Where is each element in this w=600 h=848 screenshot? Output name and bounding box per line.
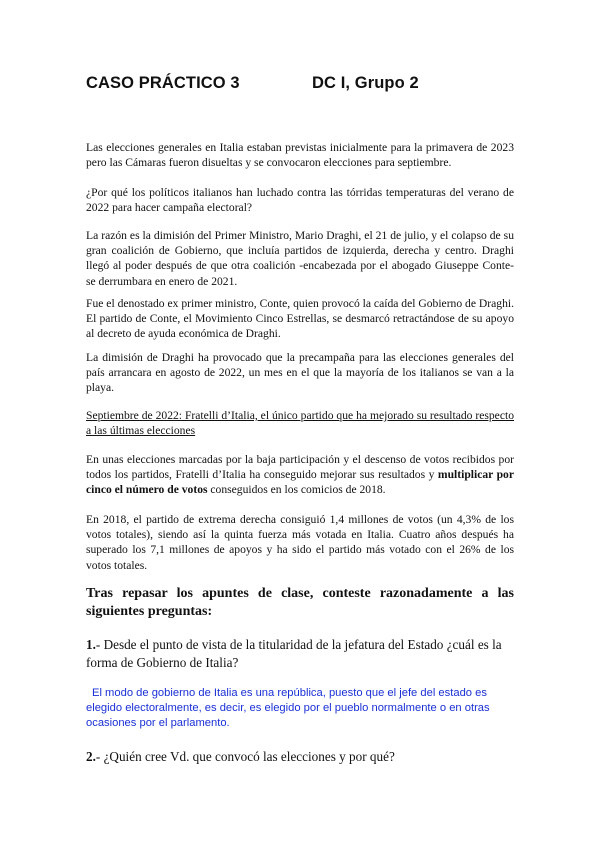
question-2-number: 2. — [86, 749, 96, 764]
paragraph-question-context: ¿Por qué los políticos italianos han luchado contra las tórridas temperaturas del verano de 2022 para hacer campaña electoral? — [86, 186, 514, 215]
section-subtitle: Septiembre de 2022: Fratelli d’Italia, el único partido que ha mejorado su resultado respecto a las últimas elecciones — [86, 409, 514, 438]
question-1-text: - Desde el punto de vista de la titularidad de la jefatura del Estado ¿cuál es la forma de Gobierno de Italia? — [86, 637, 502, 670]
case-title: CASO PRÁCTICO 3 — [86, 74, 240, 92]
question-2 — [86, 748, 516, 766]
instructions-heading: Tras repasar los apuntes de clase, conteste razonadamente a las siguientes preguntas: — [86, 586, 514, 619]
paragraph-draghi-resignation: La razón es la dimisión del Primer Ministro, Mario Draghi, el 21 de julio, y el colapso de su gran coalición de Gobierno, que incluía partidos de izquierda, derecha y centro. Draghi llegó al poder después de que otra coalición -encabezada por el abogado Giuseppe Conte- se derrumbara en enero de 2021. — [86, 229, 514, 288]
paragraph-2018-results: En 2018, el partido de extrema derecha consiguió 1,4 millones de votos (un 4,3% de los votos totales), siendo así la quinta fuerza más votada en Italia. Cuatro años después ha superado los 7,1 millones de apoyos y ha sido el partido más votado con el 26% de los votos totales. — [86, 513, 514, 572]
paragraph-conte: Fue el denostado ex primer ministro, Conte, quien provocó la caída del Gobierno de Draghi. El partido de Conte, el Movimiento Cinco Estrellas, se desmarcó retractándose de su apoyo al decreto de ayuda económica de Draghi. — [86, 297, 514, 341]
paragraph-fratelli-end: conseguidos en los comicios de 2018. — [207, 483, 386, 497]
paragraph-fratelli-start: En unas elecciones marcadas por la baja participación y el descenso de votos recibidos por todos los partidos, Fratelli d’Italia ha conseguido mejorar sus resultados y — [86, 453, 514, 482]
paragraph-fratelli — [86, 452, 514, 498]
paragraph-intro: Las elecciones generales en Italia estaban previstas inicialmente para la primavera de 2023 pero las Cámaras fueron disueltas y se convocaron elecciones para septiembre. — [86, 141, 514, 170]
paragraph-precampaign: La dimisión de Draghi ha provocado que la precampaña para las elecciones generales del país arrancara en agosto de 2022, un mes en el que la mayoría de los italianos se van a la playa. — [86, 351, 514, 395]
answer-1-text: El modo de gobierno de Italia es una república, puesto que el jefe del estado es elegido electoralmente, es decir, es elegido por el pueblo normalmente o en otras ocasiones por el parlamento. — [86, 687, 490, 729]
group-label: DC I, Grupo 2 — [312, 74, 419, 92]
paragraph-fratelli-bold: multiplicar por cinco el número de votos — [86, 468, 515, 497]
question-2-text: - ¿Quién cree Vd. que convocó las elecciones y por qué? — [95, 749, 395, 764]
question-1 — [86, 636, 516, 672]
answer-1 — [86, 686, 518, 731]
document-header — [86, 74, 540, 93]
question-1-number: 1. — [86, 637, 96, 652]
